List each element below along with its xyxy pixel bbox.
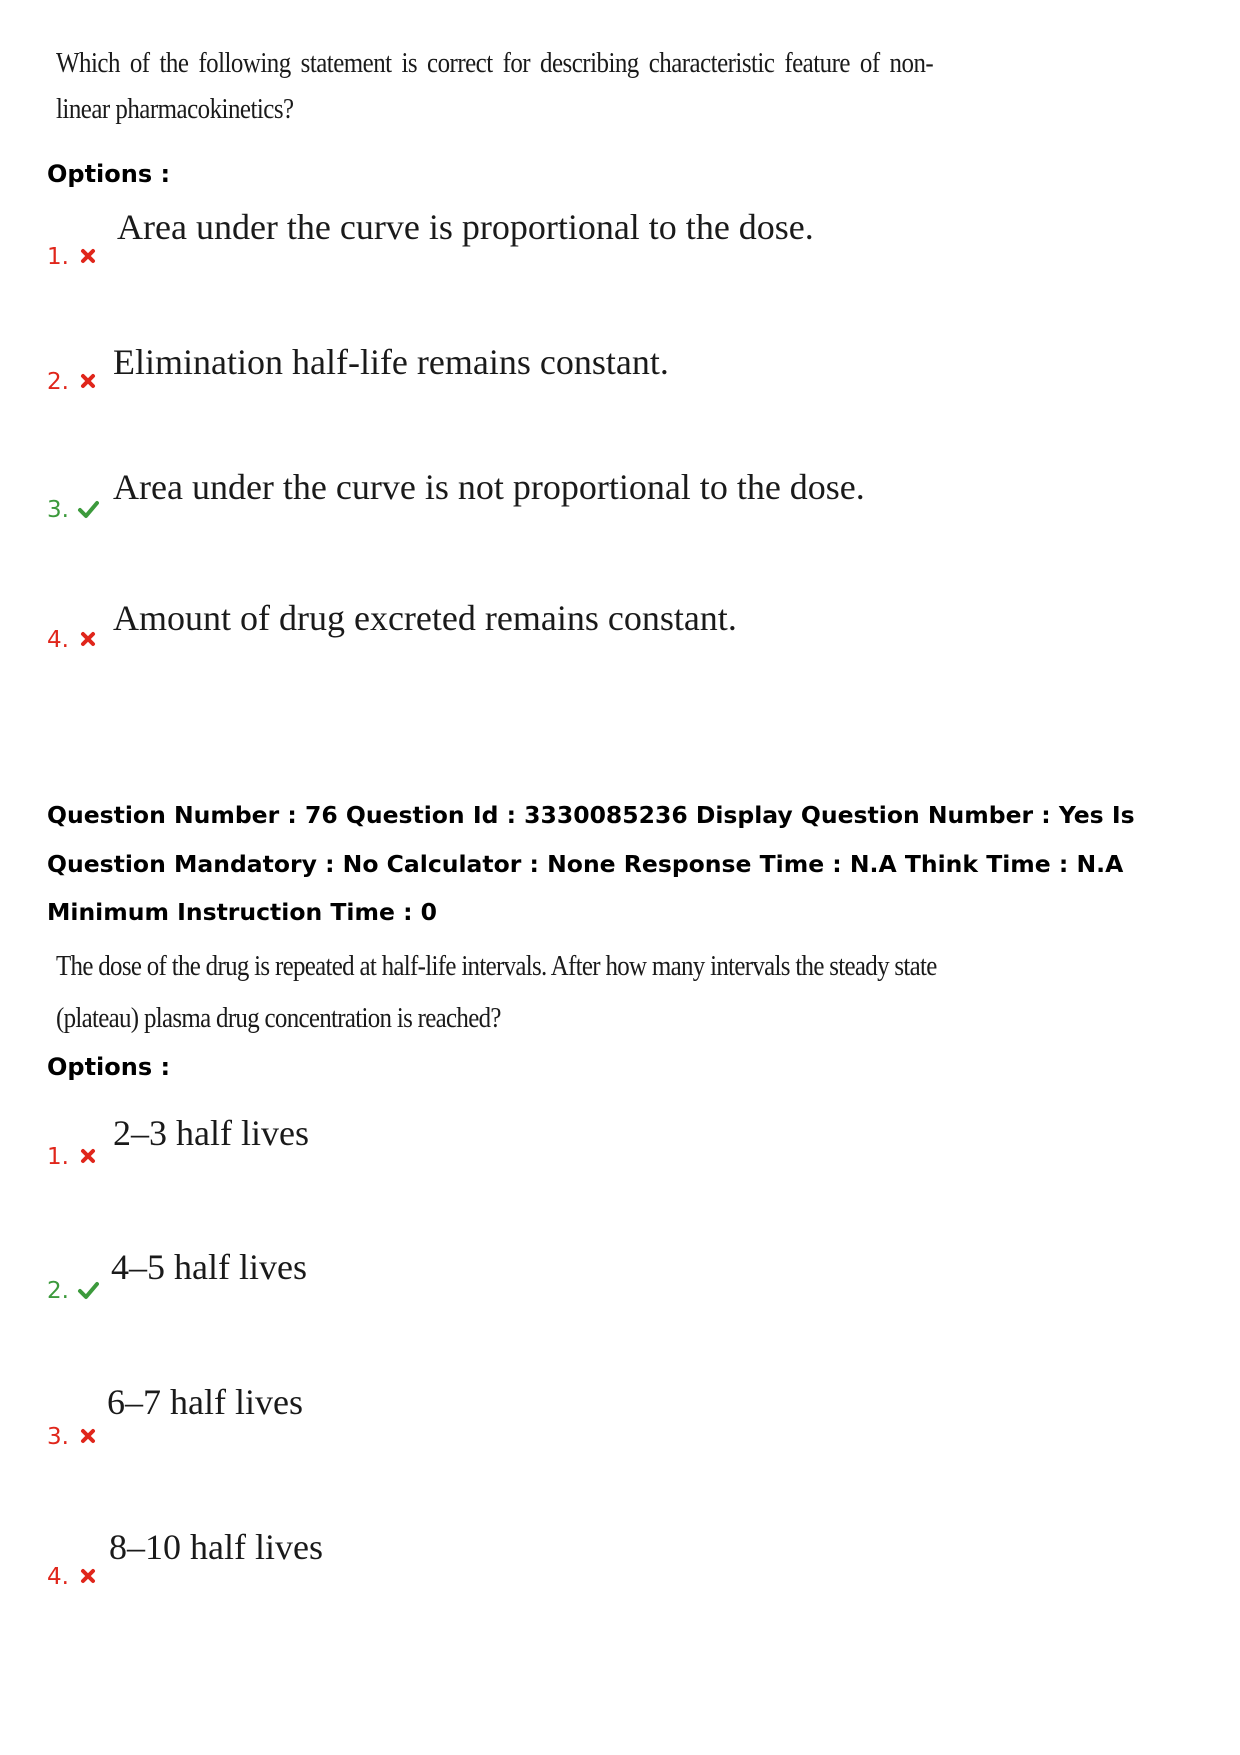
option-text: 6–7 half lives <box>107 1382 303 1422</box>
cross-icon <box>77 1146 99 1166</box>
options-label: Options : <box>47 160 171 188</box>
question-stem-line: (plateau) plasma drug concentration is reached? <box>56 1002 501 1034</box>
option-text: 2–3 half lives <box>113 1113 309 1153</box>
option-text: Elimination half-life remains constant. <box>113 342 669 382</box>
cross-icon <box>77 246 99 266</box>
option-text: Area under the curve is not proportional to the dose. <box>113 467 865 507</box>
option-number: 4. <box>47 1564 69 1590</box>
option-number: 2. <box>47 369 69 395</box>
option-text: Amount of drug excreted remains constant. <box>113 598 737 638</box>
option-number: 3. <box>47 1424 69 1450</box>
cross-icon <box>77 371 99 391</box>
check-icon <box>77 499 99 519</box>
cross-icon <box>77 1566 99 1586</box>
option-text: 4–5 half lives <box>111 1247 307 1287</box>
option-number: 3. <box>47 497 69 523</box>
cross-icon <box>77 629 99 649</box>
question-metadata: Question Number : 76 Question Id : 3330085236 Display Question Number : Yes Is Question Mandatory : No Calculator : None Response Time : N.A Think Time : N.A Minimum Instruction Time : 0 <box>47 801 1135 926</box>
question-stem <box>56 940 937 1044</box>
option-number: 4. <box>47 627 69 653</box>
option-text: 8–10 half lives <box>109 1527 323 1567</box>
option-text: Area under the curve is proportional to the dose. <box>117 207 814 247</box>
question-stem-line: The dose of the drug is repeated at half-life intervals. After how many intervals the steady state <box>56 950 937 982</box>
check-icon <box>77 1280 99 1300</box>
question-stem: Which of the following statement is correct for describing characteristic feature of non-linear pharmacokinetics? <box>56 47 934 125</box>
options-label: Options : <box>47 1053 171 1081</box>
option-number: 1. <box>47 1144 69 1170</box>
cross-icon <box>77 1426 99 1446</box>
option-number: 2. <box>47 1278 69 1304</box>
option-number: 1. <box>47 244 69 270</box>
